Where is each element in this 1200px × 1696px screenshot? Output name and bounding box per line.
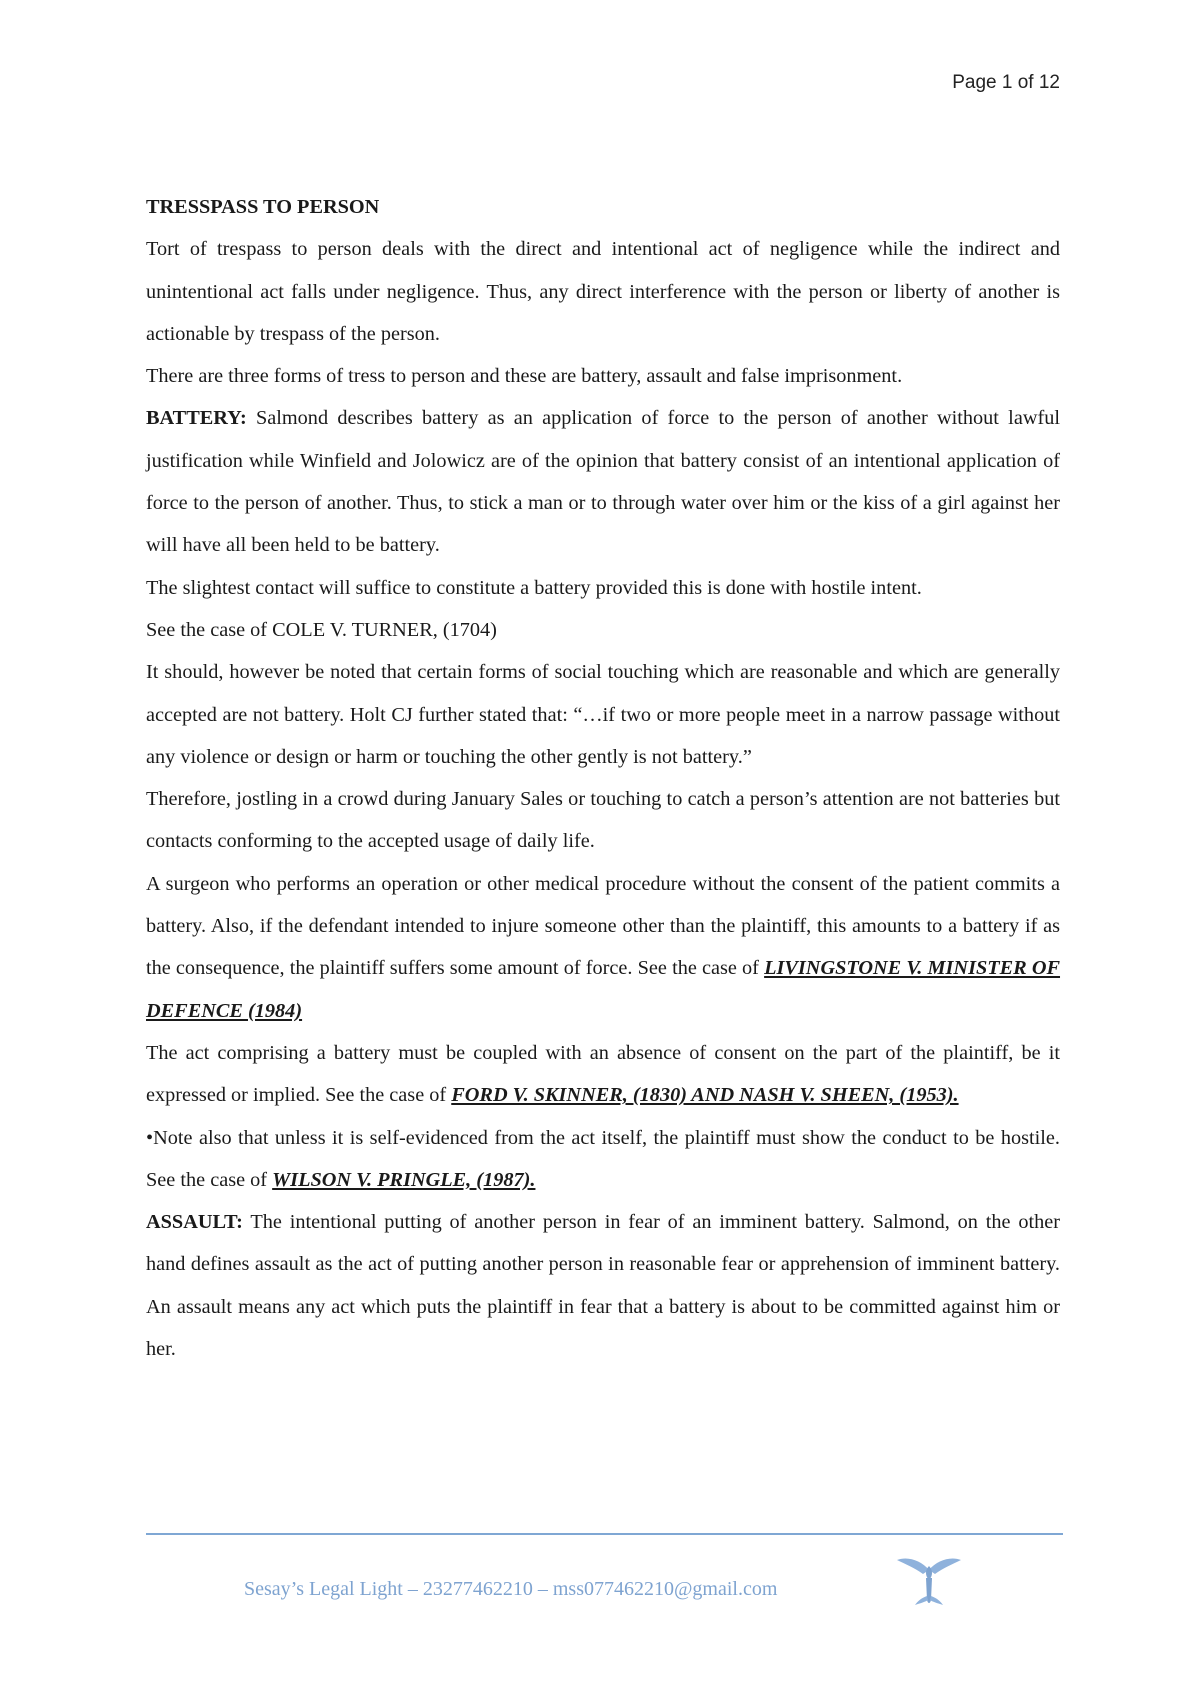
paragraph-assault <box>146 1201 1060 1370</box>
paragraph <box>146 1117 1060 1202</box>
document-body <box>146 186 1060 1370</box>
paragraph: See the case of COLE V. TURNER, (1704) <box>146 618 497 641</box>
page-number: Page 1 of 12 <box>952 72 1060 93</box>
paragraph: It should, however be noted that certain forms of social touching which are reasonable and which are generally accepted are not battery. Holt CJ further stated that: “…if two or more people meet in a narrow passage without any violence or design or harm or touching the other gently is not battery.” <box>146 661 1060 768</box>
paragraph-text: The intentional putting of another person in fear of an imminent battery. Salmond, on the other hand defines assault as the act of putting another person in reasonable fear or apprehension of imminent battery. An assault means any act which puts the plaintiff in fear that a battery is about to be committed against him or her. <box>146 1211 1060 1361</box>
paragraph: There are three forms of tress to person and these are battery, assault and false imprisonment. <box>146 365 903 388</box>
case-reference: WILSON V. PRINGLE, (1987). <box>272 1168 536 1191</box>
footer-divider <box>146 1533 1063 1535</box>
document-title: TRESSPASS TO PERSON <box>146 196 380 218</box>
paragraph: Tort of trespass to person deals with the direct and intentional act of negligence while the indirect and unintentional act falls under negligence. Thus, any direct interference with the person or liberty of another is actionable by trespass of the person. <box>146 238 1060 345</box>
bird-logo-icon <box>895 1552 963 1606</box>
paragraph <box>146 1032 1060 1117</box>
paragraph-text: Salmond describes battery as an application of force to the person of another without lawful justification while Winfield and Jolowicz are of the opinion that battery consist of an intentional application of force to the person of another. Thus, to stick a man or to through water over him or the kiss of a girl against her will have all been held to be battery. <box>146 407 1060 557</box>
paragraph: Therefore, jostling in a crowd during January Sales or touching to catch a person’s attention are not batteries but contacts conforming to the accepted usage of daily life. <box>146 788 1060 853</box>
paragraph-text: The act comprising a battery must be coupled with an absence of consent on the part of the plaintiff, be it expressed or implied. See the case of <box>146 1041 1060 1107</box>
paragraph <box>146 863 1060 1032</box>
case-reference: FORD V. SKINNER, (1830) AND NASH V. SHEEN, (1953). <box>451 1084 959 1107</box>
footer-text: Sesay’s Legal Light – 23277462210 – mss077462210@gmail.com <box>244 1578 778 1600</box>
assault-heading: ASSAULT: <box>146 1211 243 1234</box>
paragraph-battery <box>146 397 1060 566</box>
paragraph-text: •Note also that unless it is self-evidenced from the act itself, the plaintiff must show the conduct to be hostile. See the case of <box>146 1126 1060 1191</box>
battery-heading: BATTERY: <box>146 407 247 430</box>
paragraph-text: A surgeon who performs an operation or other medical procedure without the consent of the patient commits a battery. Also, if the defendant intended to injure someone other than the plaintiff, this amounts to a battery if as the consequence, the plaintiff suffers some amount of force. See the case of <box>146 872 1060 980</box>
case-reference: LIVINGSTONE V. MINISTER OF DEFENCE (1984) <box>146 957 1061 1022</box>
paragraph: The slightest contact will suffice to constitute a battery provided this is done with hostile intent. <box>146 576 922 599</box>
